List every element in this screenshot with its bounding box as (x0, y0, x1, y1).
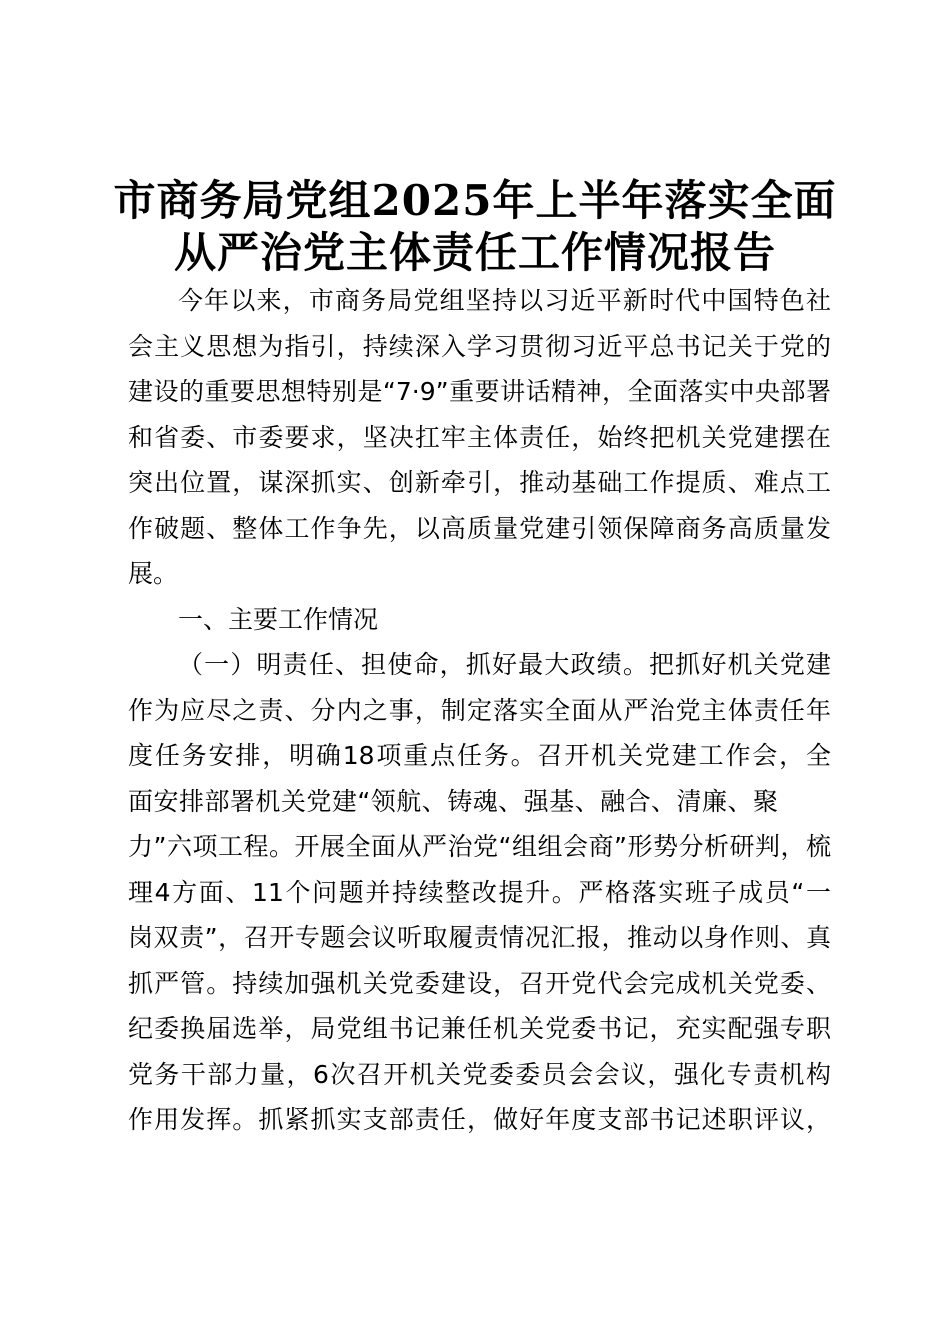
text-line: 展。 (128, 559, 179, 588)
text-line: 作为应尽之责、分内之事，制定落实全面从严治党主体责任年 (128, 695, 831, 725)
text-line: 党务干部力量，6次召开机关党委委员会会议，强化专责机构 (128, 1059, 831, 1089)
text-line: 和省委、市委要求，坚决扛牢主体责任，始终把机关党建摆在 (128, 422, 831, 452)
text-line: 抓严管。持续加强机关党委建设，召开党代会完成机关党委、 (128, 968, 831, 998)
text-line: 纪委换届选举，局党组书记兼任机关党委书记，充实配强专职 (128, 1014, 831, 1043)
text-line: 力”六项工程。开展全面从严治党“组组会商”形势分析研判，梳 (128, 832, 831, 861)
text-line: 度任务安排，明确18项重点任务。召开机关党建工作会，全 (128, 741, 831, 770)
text-line: 面安排部署机关党建“领航、铸魂、强基、融合、清廉、聚 (128, 786, 778, 816)
text-line: 作破题、整体工作争先，以高质量党建引领保障商务高质量发 (128, 513, 831, 543)
text-line: 一、主要工作情况 (178, 604, 379, 634)
text-line: 建设的重要思想特别是“7·9”重要讲话精神，全面落实中央部署 (128, 377, 831, 406)
document-title-line-1: 市商务局党组2025年上半年落实全面 (113, 176, 837, 225)
text-line: 理4方面、11个问题并持续整改提升。严格落实班子成员“一 (128, 877, 831, 907)
document-title-line-2: 从严治党主体责任工作情况报告 (173, 228, 776, 277)
document-body (128, 278, 831, 1143)
text-line: （一）明责任、担使命，抓好最大政绩。把抓好机关党建 (178, 650, 831, 679)
text-line: 今年以来，市商务局党组坚持以习近平新时代中国特色社 (178, 286, 831, 315)
text-line: 会主义思想为指引，持续深入学习贯彻习近平总书记关于党的 (128, 331, 831, 361)
text-line: 作用发挥。抓紧抓实支部责任，做好年度支部书记述职评议， (128, 1105, 831, 1134)
text-line: 突出位置，谋深抓实、创新牵引，推动基础工作提质、难点工 (128, 468, 831, 497)
text-line: 岗双责”，召开专题会议听取履责情况汇报，推动以身作则、真 (128, 923, 831, 952)
